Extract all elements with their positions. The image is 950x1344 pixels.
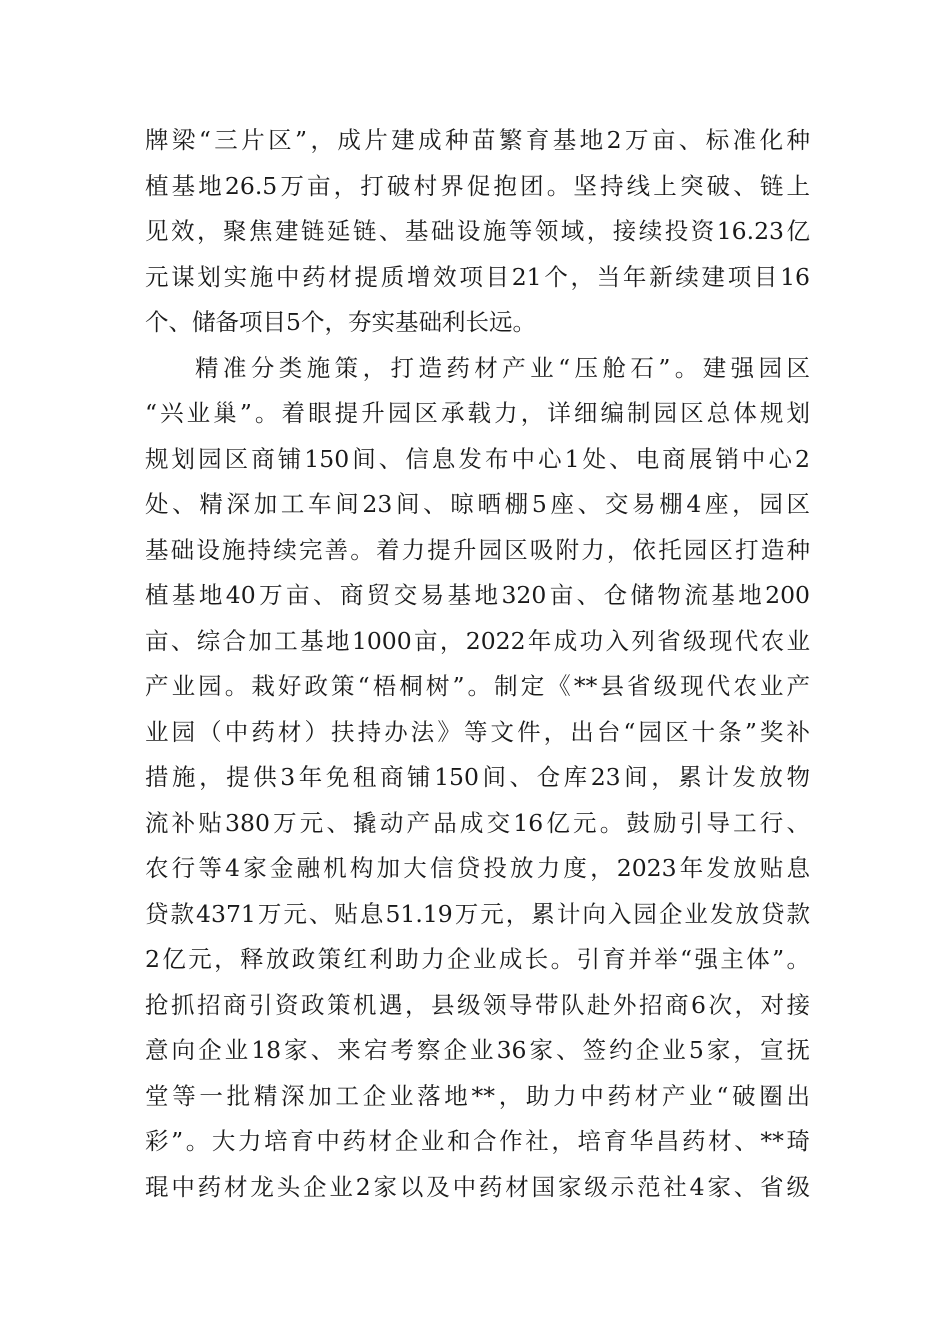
text-line: 产业园。栽好政策“梧桐树”。制定《**县省级现代农业产 xyxy=(145,672,810,700)
text-line: 2亿元，释放政策红利助力企业成长。引育并举“强主体”。 xyxy=(145,945,810,973)
text-line: 琨中药材龙头企业2家以及中药材国家级示范社4家、省级 xyxy=(145,1172,810,1201)
text-line: 精准分类施策，打造药材产业“压舱石”。建强园区 xyxy=(195,353,810,382)
text-line: 流补贴380万元、撬动产品成交16亿元。鼓励引导工行、 xyxy=(145,808,810,837)
text-line: 农行等4家金融机构加大信贷投放力度，2023年发放贴息 xyxy=(145,854,810,882)
paragraph-2 xyxy=(145,346,810,1211)
text-line: 堂等一批精深加工企业落地**，助力中药材产业“破圈出 xyxy=(145,1081,810,1110)
text-line: 牌梁“三片区”，成片建成种苗繁育基地2万亩、标准化种 xyxy=(145,126,810,154)
text-line: 亩、综合加工基地1000亩，2022年成功入列省级现代农业 xyxy=(145,626,810,655)
text-line: 植基地40万亩、商贸交易基地320亩、仓储物流基地200 xyxy=(145,581,810,609)
text-line: 措施，提供3年免租商铺150间、仓库23间，累计发放物 xyxy=(145,763,810,791)
text-line: 抢抓招商引资政策机遇，县级领导带队赴外招商6次，对接 xyxy=(145,990,810,1019)
text-line: 植基地26.5万亩，打破村界促抱团。坚持线上突破、链上 xyxy=(145,171,810,200)
text-line: 业园（中药材）扶持办法》等文件，出台“园区十条”奖补 xyxy=(145,717,810,746)
text-line: 处、精深加工车间23间、晾晒棚5座、交易棚4座，园区 xyxy=(145,490,810,518)
document-body xyxy=(145,118,810,1210)
paragraph-1 xyxy=(145,118,810,346)
text-line: 规划园区商铺150间、信息发布中心1处、电商展销中心2 xyxy=(145,444,810,473)
text-line: 见效，聚焦建链延链、基础设施等领域，接续投资16.23亿 xyxy=(145,217,810,245)
text-line: 贷款4371万元、贴息51.19万元，累计向入园企业发放贷款 xyxy=(145,899,810,928)
text-line: 意向企业18家、来宕考察企业36家、签约企业5家，宣抚 xyxy=(145,1036,810,1064)
text-line: “兴业巢”。着眼提升园区承载力，详细编制园区总体规划 xyxy=(145,399,810,427)
text-line: 彩”。大力培育中药材企业和合作社，培育华昌药材、**琦 xyxy=(145,1127,810,1155)
text-line: 个、储备项目5个，夯实基础利长远。 xyxy=(145,308,536,336)
text-line: 元谋划实施中药材提质增效项目21个，当年新续建项目16 xyxy=(145,262,810,291)
text-line: 基础设施持续完善。着力提升园区吸附力，依托园区打造种 xyxy=(145,535,810,564)
